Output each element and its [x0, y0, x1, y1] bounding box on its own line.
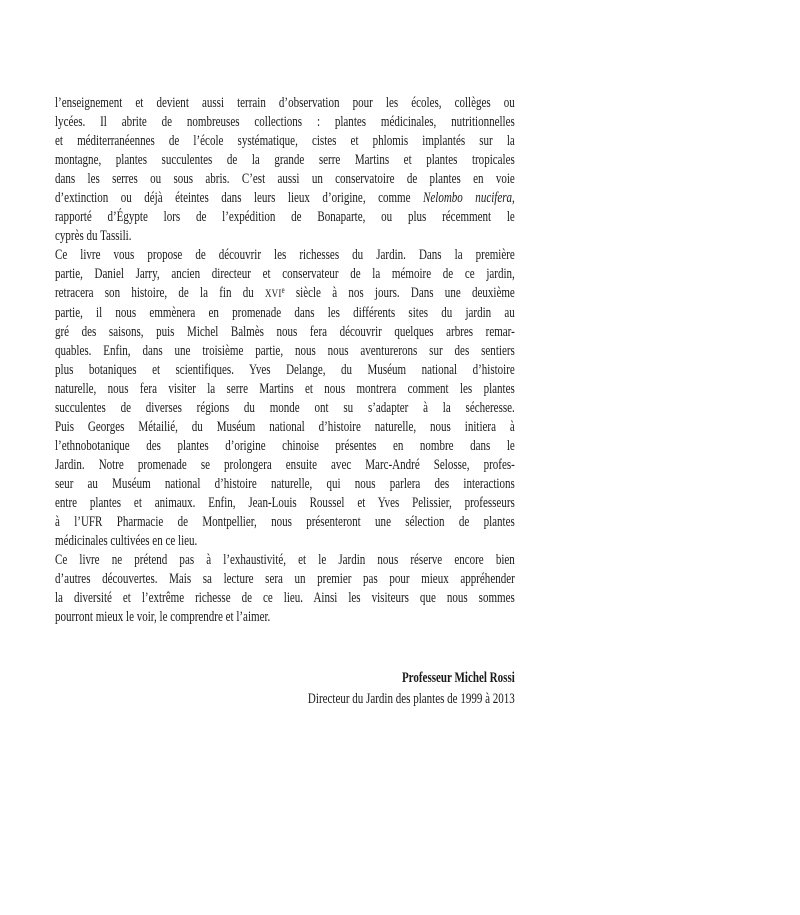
text-run: Jardin. Notre promenade se prolongera ensuite avec Marc-André Selosse, profes- [55, 457, 515, 473]
text-run: d’extinction ou déjà éteintes dans leurs lieux d’origine, comme [55, 190, 424, 206]
paragraph-1 [55, 94, 515, 246]
text-run: cyprès du Tassili. [55, 228, 132, 244]
text-line [55, 189, 515, 208]
text-line [55, 132, 515, 151]
text-run: succulentes de diverses régions du monde ont su s’adapter à la sécheresse. [55, 400, 515, 416]
text-run: la diversité et l’extrême richesse de ce lieu. Ainsi les visiteurs que nous sommes [55, 590, 515, 606]
text-line [55, 151, 515, 170]
text-run: Ce livre ne prétend pas à l’exhaustivité, et le Jardin nous réserve encore bien [55, 552, 515, 568]
text-run: partie, Daniel Jarry, ancien directeur et conservateur de la mémoire de ce jardin, [55, 266, 515, 282]
text-run: siècle à nos jours. Dans une deuxième [284, 285, 515, 301]
text-run-smallcaps: XVI [264, 286, 282, 300]
text-run-italic: Nelombo nucifera [423, 190, 513, 206]
text-line [55, 399, 515, 418]
text-run: Puis Georges Métailié, du Muséum national d’histoire naturelle, nous initiera à [55, 419, 515, 435]
text-run: Ce livre vous propose de découvrir les richesses du Jardin. Dans la première [55, 247, 515, 263]
text-line [55, 494, 515, 513]
text-line [55, 380, 515, 399]
text-line [55, 342, 515, 361]
text-line [55, 246, 515, 265]
text-run-sup: e [281, 284, 285, 295]
signature-author-name: Professeur Michel Rossi [401, 670, 515, 686]
text-line [55, 608, 515, 627]
text-run: d’autres découvertes. Mais sa lecture sera un premier pas pour mieux appréhender [55, 571, 515, 587]
text-run: montagne, plantes succulentes de la grande serre Martins et plantes tropicales [55, 152, 515, 168]
text-run: l’ethnobotanique des plantes d’origine chinoise présentes en nombre dans le [55, 438, 515, 454]
text-run: gré des saisons, puis Michel Balmès nous fera découvrir quelques arbres remar- [55, 324, 515, 340]
text-line [55, 551, 515, 570]
text-run: lycées. Il abrite de nombreuses collections : plantes médicinales, nutritionnelles [55, 114, 515, 130]
text-line [55, 113, 515, 132]
text-line [55, 418, 515, 437]
text-run: médicinales cultivées en ce lieu. [55, 533, 198, 549]
text-run: quables. Enfin, dans une troisième partie, nous nous aventurerons sur des sentiers [55, 343, 515, 359]
text-line [55, 170, 515, 189]
paragraph-3 [55, 551, 515, 627]
signature-author-title: Directeur du Jardin des plantes de 1999 à 2013 [307, 691, 515, 707]
text-run: entre plantes et animaux. Enfin, Jean-Louis Roussel et Yves Pelissier, professeurs [55, 495, 515, 511]
text-run: seur au Muséum national d’histoire naturelle, qui nous parlera des interactions [55, 476, 515, 492]
text-run: partie, il nous emmènera en promenade dans les différents sites du jardin au [55, 305, 515, 321]
text-line [55, 323, 515, 342]
text-line [55, 456, 515, 475]
text-line [55, 570, 515, 589]
text-run: et méditerranéennes de l’école systématique, cistes et phlomis implantés sur la [55, 133, 515, 149]
text-line [55, 94, 515, 113]
text-line [55, 304, 515, 323]
text-run: dans les serres ou sous abris. C’est aussi un conservatoire de plantes en voie [55, 171, 515, 187]
text-column [55, 94, 515, 710]
text-line [55, 513, 515, 532]
paragraph-2 [55, 246, 515, 551]
text-line [55, 361, 515, 380]
text-run: l’enseignement et devient aussi terrain d’observation pour les écoles, collèges ou [55, 95, 515, 111]
text-line [55, 227, 515, 246]
text-line [55, 437, 515, 456]
text-run: naturelle, nous fera visiter la serre Martins et nous montrera comment les plantes [55, 381, 515, 397]
text-run: retracera son histoire, de la fin du [55, 285, 265, 301]
text-run: , [512, 190, 515, 206]
text-line [55, 265, 515, 284]
text-line [55, 589, 515, 608]
text-run: pourront mieux le voir, le comprendre et l’aimer. [55, 609, 271, 625]
text-run: rapporté d’Égypte lors de l’expédition de Bonaparte, ou plus récemment le [55, 209, 515, 225]
text-run: à l’UFR Pharmacie de Montpellier, nous présenteront une sélection de plantes [55, 514, 515, 530]
text-line [55, 284, 515, 304]
text-run: plus botaniques et scientifiques. Yves Delange, du Muséum national d’histoire [55, 362, 515, 378]
signature-block [55, 668, 515, 710]
text-line [55, 475, 515, 494]
text-line [55, 532, 515, 551]
text-line [55, 208, 515, 227]
